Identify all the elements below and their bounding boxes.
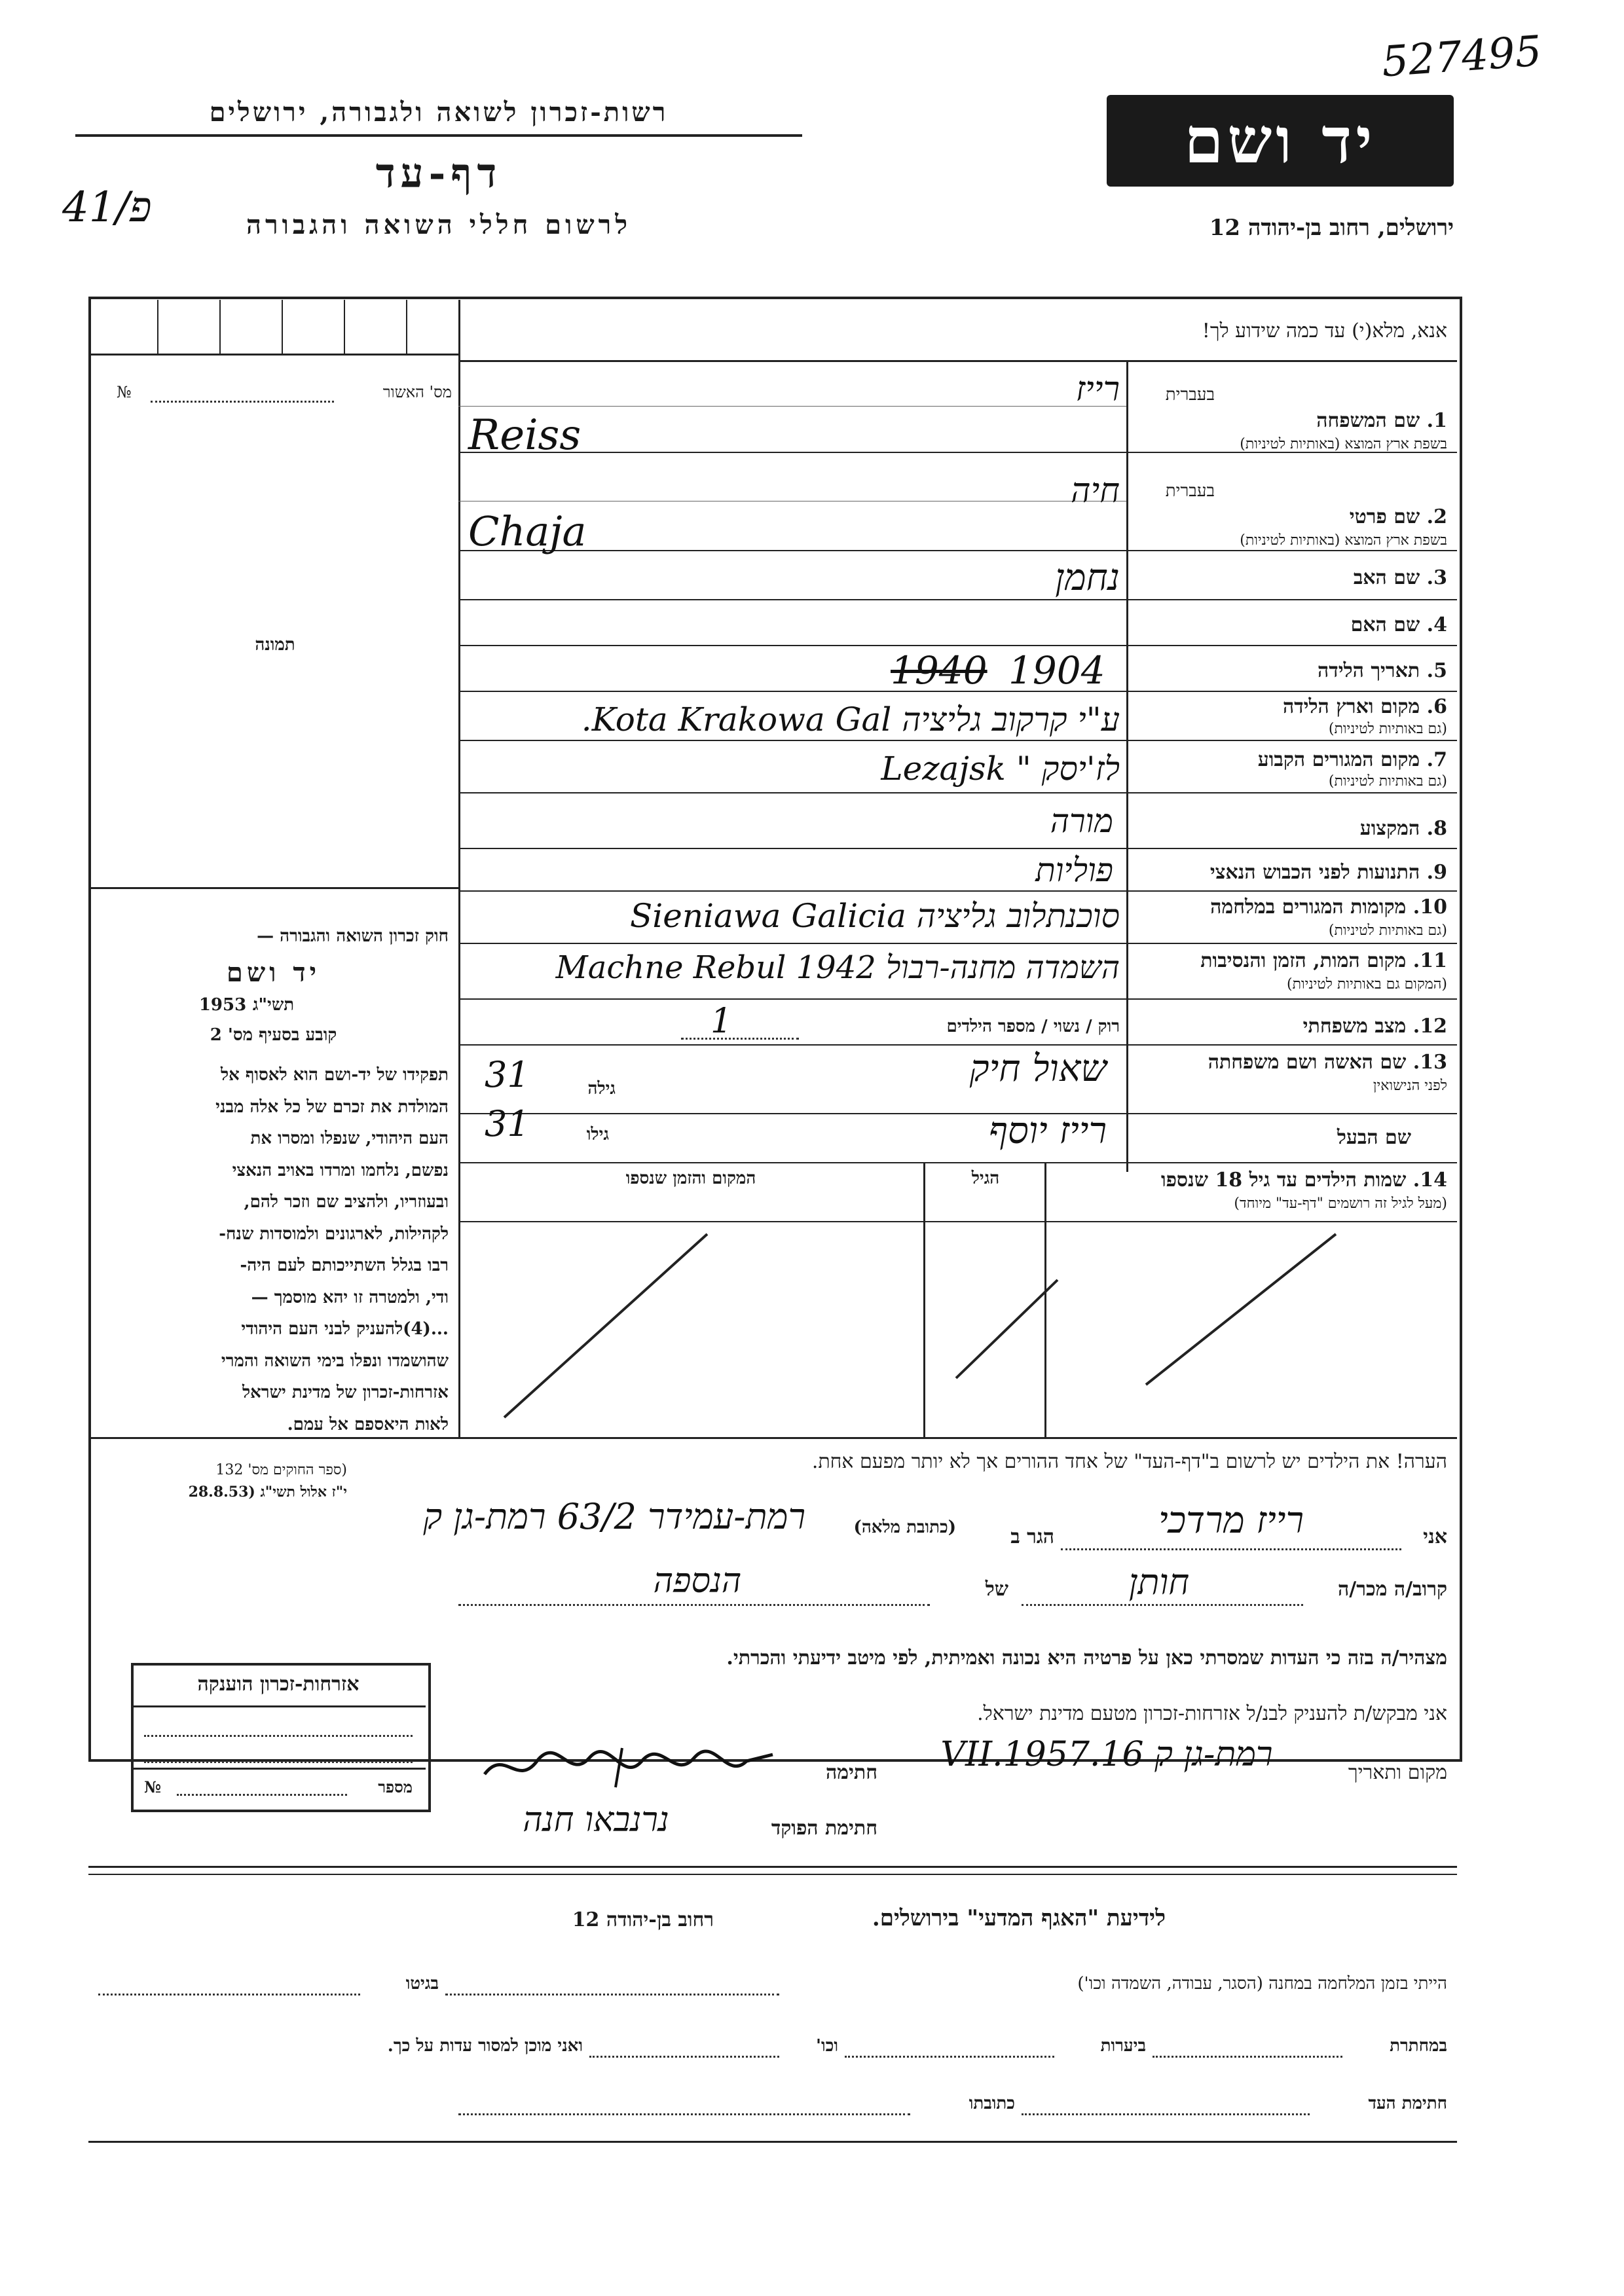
field-5-value[interactable]: 1904 bbox=[1008, 648, 1105, 693]
field-3-label bbox=[1136, 566, 1447, 589]
citizenship-no-sign: № bbox=[144, 1777, 162, 1796]
law-box-year: 1953 bbox=[198, 995, 247, 1015]
husband-name-value[interactable]: רייז יוסף bbox=[988, 1110, 1107, 1152]
field-8-label bbox=[1136, 817, 1447, 840]
field-9-name: התנועות לפני הכבוש הנאצי bbox=[1209, 861, 1420, 884]
approval-no-sign: № bbox=[117, 383, 132, 401]
law-line: ודי, ולמטרה זו יהא מוסמך — bbox=[251, 1287, 449, 1307]
law-line: ...(4)להעניק לבני העם היהודי bbox=[241, 1319, 449, 1339]
field-6-value[interactable]: ע"י קרקוב גליציה Kota Krakowa Gal. bbox=[581, 701, 1120, 738]
approval-number-label: מס' האשור bbox=[382, 383, 452, 401]
field-12-label bbox=[1136, 1015, 1447, 1038]
photo-label: תמונה bbox=[255, 635, 295, 655]
witness-address-field[interactable] bbox=[458, 2113, 910, 2115]
law-box-section: קובע בסעיף מס' 2 bbox=[210, 1025, 337, 1045]
field-10-value[interactable]: סוכנתלוב גליציה Sieniawa Galicia bbox=[630, 897, 1120, 935]
field-1-label bbox=[1153, 409, 1447, 432]
decl-relation-label: קרוב/ה מכר/ה bbox=[1338, 1578, 1447, 1601]
field-1-sub: בשפת ארץ המוצא (באותיות לטיניות) bbox=[1240, 436, 1447, 452]
field-2-sub: בשפת ארץ המוצא (באותיות לטיניות) bbox=[1240, 532, 1447, 549]
decl-signature-label: חתימה bbox=[826, 1761, 877, 1784]
law-box-year-he: תשי"ג bbox=[252, 995, 295, 1015]
field-12-name: מצב משפחתי bbox=[1302, 1015, 1407, 1038]
footer-forests: ביערות bbox=[1100, 2036, 1146, 2056]
husband-age-label: גילו bbox=[586, 1125, 609, 1144]
field-1-num: 1. bbox=[1426, 409, 1447, 432]
field-11-sub: (המקום גם באותיות לטיניות) bbox=[1287, 976, 1447, 993]
field-2-label bbox=[1153, 505, 1447, 528]
field-1-value-he[interactable]: רייז bbox=[1075, 370, 1120, 409]
field-2-tag: בעברית bbox=[1165, 481, 1215, 501]
field-7-name: מקום המגורים הקבוע bbox=[1257, 748, 1420, 771]
footer-etc: וכו' bbox=[816, 2036, 838, 2056]
decl-officer-value[interactable]: נרנבאו חנה bbox=[523, 1800, 669, 1840]
field-4-label bbox=[1136, 613, 1447, 636]
children-table-strikes bbox=[458, 1221, 1457, 1437]
footer-witness-sig: חתימת העד bbox=[1368, 2094, 1447, 2113]
form-subtitle: לרשום חללי השואה והגבורה bbox=[246, 210, 632, 240]
field-14-num: 14. bbox=[1412, 1169, 1447, 1192]
forests-field[interactable] bbox=[845, 2056, 1054, 2058]
field-6-name: מקום וארץ הלידה bbox=[1282, 695, 1420, 718]
field-4-num: 4. bbox=[1426, 613, 1447, 636]
footer-ready: ואני מוכן למסור עדות על כך. bbox=[387, 2036, 583, 2056]
field-13-num: 13. bbox=[1412, 1051, 1447, 1074]
decl-address-value[interactable]: רמת-עמידר 63/2 רמת-גן ק bbox=[423, 1496, 805, 1537]
decl-statement: מצהיר/ה בזה כי העדות שמסרתי כאן על פרטיה היא נכונה ואמיתית, לפי מיטב ידיעתי והכרתי. bbox=[726, 1647, 1447, 1669]
footer-line-1: הייתי בזמן המלחמה במחנה (הסגר, עבודה, השמדה וכו') bbox=[1077, 1974, 1447, 1994]
field-7-label bbox=[1136, 748, 1447, 771]
wife-age-label: גילה bbox=[587, 1079, 616, 1099]
field-11-name: מקום המות, הזמן והנסיבות bbox=[1200, 949, 1407, 972]
form-title: דף-עד bbox=[375, 149, 502, 197]
decl-request: אני מבקש/ת להעניק לבנ/ל אזרחות-זכרון מטעם מדינת ישראל. bbox=[977, 1702, 1447, 1725]
note: הערה! את הילדים יש לרשום ב"דף-העד" של אחד ההורים אך לא יותר מפעם אחת. bbox=[811, 1450, 1447, 1473]
field-2-value-lat[interactable]: Chaja bbox=[468, 507, 587, 555]
field-6-sub: (גם באותיות לטיניות) bbox=[1328, 721, 1447, 737]
header-rule bbox=[75, 134, 802, 137]
authority-line: רשות-זכרון לשואה ולגבורה, ירושלים bbox=[209, 97, 669, 128]
field-3-num: 3. bbox=[1426, 566, 1447, 589]
field-14-name: שמות הילדים עד גיל 18 שנספו bbox=[1160, 1169, 1407, 1192]
field-5-value-extra[interactable]: 1940 bbox=[891, 648, 987, 693]
children-table-sub: (מעל לגיל זה רושמים "דף-עד" מיוחד) bbox=[1234, 1195, 1447, 1212]
law-line: ובעוזריו, ולהציב שם וזכר להם, bbox=[244, 1192, 449, 1212]
field-6-num: 6. bbox=[1426, 695, 1447, 718]
citizenship-box-title: אזרחות-זכרון הוענקה bbox=[197, 1673, 360, 1696]
field-13-sub: לפני הנישואין bbox=[1373, 1078, 1447, 1094]
field-3-name: שם האב bbox=[1353, 566, 1420, 589]
law-line: שהושמדו ונפלו בימי השואה והמרי bbox=[221, 1351, 449, 1371]
approval-number-field[interactable] bbox=[151, 401, 334, 403]
decl-i-value[interactable]: רייז מרדכי bbox=[1158, 1499, 1304, 1542]
decl-full-address-label: (כתובת מלאה) bbox=[853, 1518, 956, 1537]
field-1-value-lat[interactable]: Reiss bbox=[468, 411, 581, 460]
decl-place-date-value[interactable]: רמת-גן ק 16.VII.1957 bbox=[940, 1735, 1273, 1774]
children-count[interactable]: 1 bbox=[710, 1002, 733, 1041]
field-13-name: שם האשה ושם משפחתה bbox=[1208, 1051, 1407, 1074]
field-2-value-he[interactable]: חיה bbox=[1071, 471, 1120, 511]
law-box-logo: יד ושם bbox=[226, 957, 321, 988]
footer-address-label: כתובתו bbox=[969, 2094, 1015, 2113]
law-line: אזרחות-זכרון של מדינת ישראל bbox=[242, 1383, 449, 1402]
field-9-num: 9. bbox=[1426, 861, 1447, 884]
field-5-label bbox=[1136, 659, 1447, 682]
instructions: אנא, מלא(י) עד כמה שידוע לך! bbox=[1202, 319, 1447, 342]
field-8-value[interactable]: מורה bbox=[1050, 802, 1113, 840]
field-9-label bbox=[1136, 861, 1447, 884]
field-1-name: שם המשפחה bbox=[1316, 409, 1420, 432]
citizenship-number-field[interactable] bbox=[177, 1794, 347, 1796]
children-col-age: הגיל bbox=[971, 1169, 1000, 1188]
field-3-value[interactable]: נחמן bbox=[1055, 556, 1120, 599]
law-line: לקהילות, לארגונים ולמוסדות שנח- bbox=[219, 1224, 449, 1244]
field-5-name: תאריך הלידה bbox=[1318, 659, 1420, 682]
decl-relation-value[interactable]: חותן bbox=[1128, 1561, 1190, 1603]
decl-of-label: של bbox=[985, 1578, 1008, 1601]
field-6-label bbox=[1136, 695, 1447, 718]
field-13-label bbox=[1136, 1051, 1447, 1074]
field-12-num: 12. bbox=[1412, 1015, 1447, 1038]
ghetto-field[interactable] bbox=[98, 1994, 360, 1995]
page-number: 41/פ bbox=[62, 183, 152, 232]
footer-underground: במחתרת bbox=[1390, 2036, 1447, 2056]
citizenship-number-label: מספר bbox=[378, 1777, 413, 1796]
field-10-name: מקומות המגורים במלחמה bbox=[1210, 896, 1407, 919]
field-8-name: המקצוע bbox=[1359, 817, 1420, 840]
decl-resides-label: הגר ב bbox=[1010, 1525, 1054, 1548]
decl-i-label: אני bbox=[1423, 1525, 1447, 1548]
law-line: תפקידו של יד-ושם הוא לאסוף אל bbox=[220, 1065, 449, 1085]
field-10-num: 10. bbox=[1412, 896, 1447, 919]
yad-vashem-logo: יד ושם bbox=[1107, 95, 1454, 187]
law-box-title: חוק זכרון השואה והגבורה — bbox=[257, 926, 449, 946]
witness-signature bbox=[478, 1735, 779, 1800]
field-7-num: 7. bbox=[1426, 748, 1447, 771]
decl-officer-label: חתימת הפוקד bbox=[771, 1817, 877, 1840]
wife-age-value[interactable]: 31 bbox=[485, 1054, 530, 1095]
field-10-sub: (גם באותיות לטיניות) bbox=[1328, 922, 1447, 939]
field-8-num: 8. bbox=[1426, 817, 1447, 840]
footer-ghetto: בגיטו bbox=[405, 1974, 439, 1994]
law-line: לאות היאספם אל עמם. bbox=[287, 1414, 449, 1434]
law-line: רבו בגלל השתייכותם לעם היה- bbox=[240, 1256, 449, 1275]
footer-title: לידיעת "האגף המדעי" בירושלים. bbox=[872, 1905, 1166, 1931]
field-10-label bbox=[1136, 896, 1447, 919]
field-9-value[interactable]: פוליות bbox=[1035, 851, 1113, 889]
law-line: המולדת את זכרם של כל אלה מבני bbox=[215, 1097, 449, 1117]
decl-place-date-label: מקום ותאריך bbox=[1348, 1761, 1447, 1784]
underground-field[interactable] bbox=[1153, 2056, 1342, 2058]
witness-signature-field[interactable] bbox=[1022, 2113, 1310, 2115]
law-ref-2: י"ז אלול תשי"ג (28.8.53 bbox=[188, 1484, 347, 1501]
field-11-num: 11. bbox=[1412, 949, 1447, 972]
law-line: נפשם, נלחמו ומרדו באויב הנאצי bbox=[232, 1160, 449, 1180]
law-ref-1: (ספר החוקים מס' 132 bbox=[215, 1462, 347, 1478]
husband-age-value[interactable]: 31 bbox=[485, 1103, 530, 1144]
archive-number: 527495 bbox=[1380, 27, 1543, 87]
marital-status-options: רוק / נשוי / מספר הילדים bbox=[946, 1017, 1120, 1036]
law-line: העם היהודי, שנפלו ומסרו את bbox=[250, 1129, 449, 1148]
field-4-name: שם האם bbox=[1350, 613, 1420, 636]
field-5-num: 5. bbox=[1426, 659, 1447, 682]
husband-label: שם הבעל bbox=[1337, 1126, 1411, 1149]
field-1-tag: בעברית bbox=[1165, 385, 1215, 405]
children-table-label bbox=[1054, 1169, 1447, 1192]
field-7-value[interactable]: לז'יסק " Lezajsk bbox=[881, 750, 1120, 788]
field-11-value[interactable]: השמדה מחנה-רבול 1942 Machne Rebul bbox=[555, 949, 1120, 986]
children-col-place: המקום והזמן שנספו bbox=[625, 1169, 756, 1188]
field-2-name: שם פרטי bbox=[1349, 505, 1420, 528]
field-2-num: 2. bbox=[1426, 505, 1447, 528]
footer-address: רחוב בן-יהודה 12 bbox=[572, 1908, 714, 1931]
law-box-paragraph bbox=[98, 1059, 449, 1440]
field-11-label bbox=[1136, 949, 1447, 972]
field-7-sub: (גם באותיות לטיניות) bbox=[1328, 773, 1447, 790]
etc-field[interactable] bbox=[589, 2056, 779, 2058]
decl-of-value[interactable]: הנספה bbox=[653, 1561, 742, 1601]
header-address: ירושלים, רחוב בן-יהודה 12 bbox=[1209, 215, 1454, 241]
wife-name-value[interactable]: שאול חיק bbox=[969, 1048, 1107, 1090]
camp-field[interactable] bbox=[445, 1994, 779, 1995]
